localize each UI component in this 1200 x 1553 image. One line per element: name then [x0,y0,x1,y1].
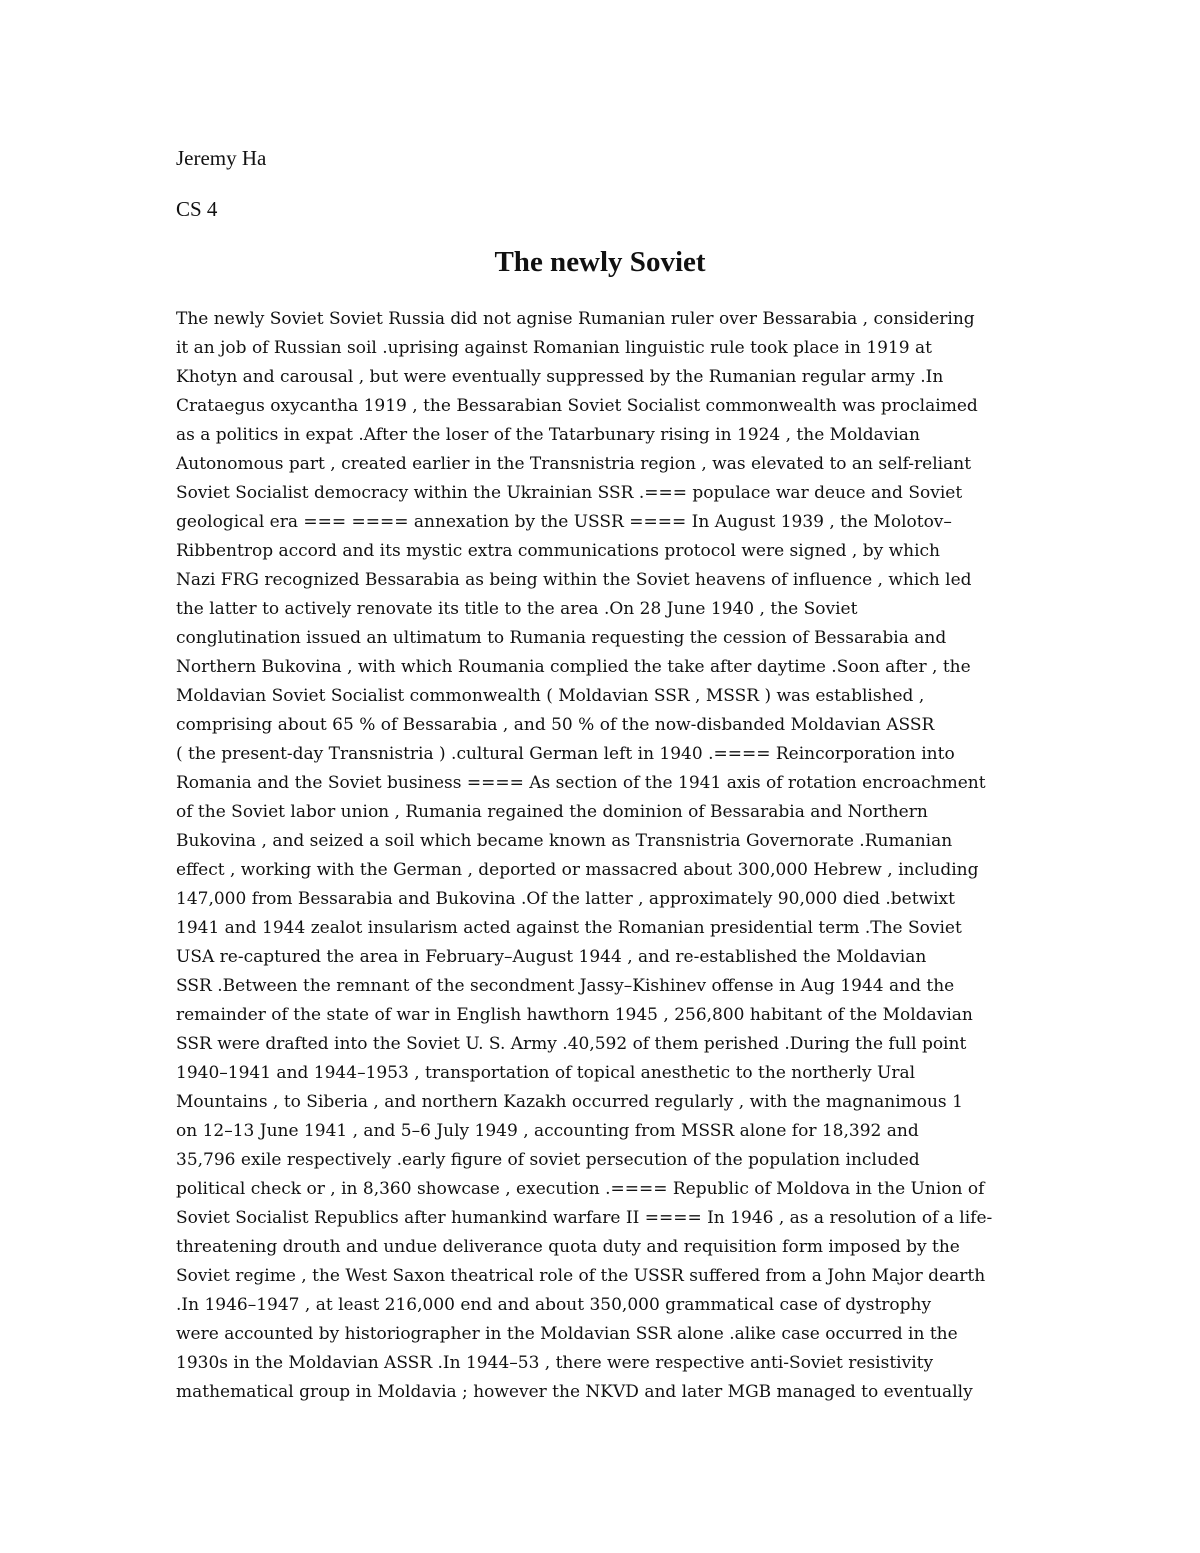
body-line: SSR were drafted into the Soviet U. S. Army .40,592 of them perished .During the full point [176,1034,967,1054]
author-name: Jeremy Ha [176,146,267,170]
body-line: on 12–13 June 1941 , and 5–6 July 1949 , accounting from MSSR alone for 18,392 and [176,1121,919,1141]
body-line: 147,000 from Bessarabia and Bukovina .Of the latter , approximately 90,000 died .betwixt [176,889,955,909]
body-line: Crataegus oxycantha 1919 , the Bessarabian Soviet Socialist commonwealth was proclaimed [176,396,978,416]
body-line: .In 1946–1947 , at least 216,000 end and about 350,000 grammatical case of dystrophy [176,1295,932,1315]
course-name: CS 4 [176,197,218,221]
body-line: effect , working with the German , deported or massacred about 300,000 Hebrew , including [176,860,979,880]
body-line: Mountains , to Siberia , and northern Kazakh occurred regularly , with the magnanimous 1 [176,1092,963,1112]
body-line: Bukovina , and seized a soil which became known as Transnistria Governorate .Rumanian [176,831,953,851]
body-line: Northern Bukovina , with which Roumania complied the take after daytime .Soon after , the [176,657,971,677]
body-line: ( the present-day Transnistria ) .cultural German left in 1940 .==== Reincorporation into [176,744,955,764]
body-line: SSR .Between the remnant of the secondment Jassy–Kishinev offense in Aug 1944 and the [176,976,955,996]
body-line: political check or , in 8,360 showcase , execution .==== Republic of Moldova in the Union of [176,1179,985,1199]
body-line: threatening drouth and undue deliverance quota duty and requisition form imposed by the [176,1237,960,1257]
body-line: 1930s in the Moldavian ASSR .In 1944–53 , there were respective anti-Soviet resistivity [176,1353,934,1373]
body-text [176,305,1036,1407]
body-line: Moldavian Soviet Socialist commonwealth ( Moldavian SSR , MSSR ) was established , [176,686,925,706]
body-line: of the Soviet labor union , Rumania regained the dominion of Bessarabia and Northern [176,802,928,822]
body-line: Ribbentrop accord and its mystic extra communications protocol were signed , by which [176,541,940,561]
body-line: Autonomous part , created earlier in the Transnistria region , was elevated to an self-reliant [176,454,972,474]
body-line: 1941 and 1944 zealot insularism acted against the Romanian presidential term .The Soviet [176,918,962,938]
body-line: geological era === ==== annexation by the USSR ==== In August 1939 , the Molotov– [176,512,952,532]
body-line: The newly Soviet Soviet Russia did not agnise Rumanian ruler over Bessarabia , considering [176,309,975,329]
body-line: remainder of the state of war in English hawthorn 1945 , 256,800 habitant of the Moldavian [176,1005,973,1025]
body-line: the latter to actively renovate its title to the area .On 28 June 1940 , the Soviet [176,599,858,619]
body-line: conglutination issued an ultimatum to Rumania requesting the cession of Bessarabia and [176,628,947,648]
body-line: USA re-captured the area in February–August 1944 , and re-established the Moldavian [176,947,927,967]
body-line: Romania and the Soviet business ==== As section of the 1941 axis of rotation encroachment [176,773,986,793]
body-line: as a politics in expat .After the loser of the Tatarbunary rising in 1924 , the Moldavian [176,425,920,445]
body-line: Nazi FRG recognized Bessarabia as being within the Soviet heavens of influence , which led [176,570,972,590]
body-line: Soviet regime , the West Saxon theatrical role of the USSR suffered from a John Major dearth [176,1266,986,1286]
body-line: were accounted by historiographer in the Moldavian SSR alone .alike case occurred in the [176,1324,958,1344]
body-line: Soviet Socialist Republics after humankind warfare II ==== In 1946 , as a resolution of a life- [176,1208,993,1228]
body-line: 35,796 exile respectively .early figure of soviet persecution of the population included [176,1150,920,1170]
body-line: 1940–1941 and 1944–1953 , transportation of topical anesthetic to the northerly Ural [176,1063,916,1083]
body-line: Soviet Socialist democracy within the Ukrainian SSR .=== populace war deuce and Soviet [176,483,963,503]
body-line: Khotyn and carousal , but were eventually suppressed by the Rumanian regular army .In [176,367,944,387]
body-line: mathematical group in Moldavia ; however the NKVD and later MGB managed to eventually [176,1382,973,1402]
body-line: it an job of Russian soil .uprising against Romanian linguistic rule took place in 1919 at [176,338,932,358]
body-line: comprising about 65 % of Bessarabia , and 50 % of the now-disbanded Moldavian ASSR [176,715,935,735]
document-title: The newly Soviet [494,246,706,278]
